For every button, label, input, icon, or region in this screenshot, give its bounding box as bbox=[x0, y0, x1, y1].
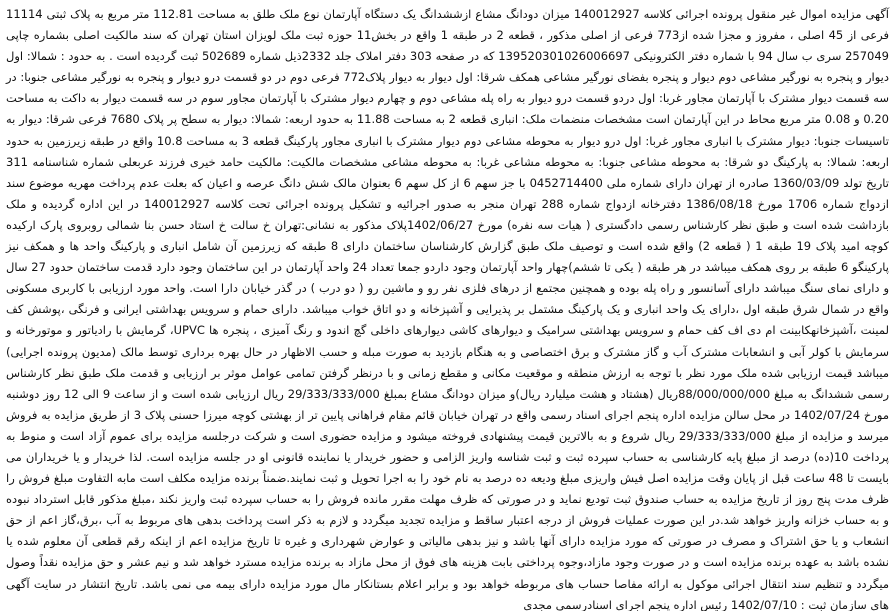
auction-notice-body: آگهی مزایده اموال غیر منقول پرونده اجرائی کلاسه 140012927 میزان دودانگ مشاع ازششدانگ یک دستگاه آپارتمان نوع ملک طلق به مساحت 112.81 متر مربع به پلاک ثبتی 11114 فرعی از 45 اصلی ، مفروز و مجزا شده از773 فرعی از اصلی مذکور ، قطعه 2 در طبقه 1 واقع در بخش11 حوزه ثبت ملک لویزان استان تهران که سند مالکیت اصلی بشماره چاپی 257049 سری ب سال 94 با شماره دفتر الکترونیکی 139520301026006697 که در صفحه 303 دفتر املاک جلد 2332ذیل شماره 502689 ثبت گردیده است . به حدود : شمالا: اول دیوار و پنجره به نورگیر مشاعی دوم دیوار و پنجره بفضای نورگیر مشاعی همکف شرقا: اول دیوار به دیوار پلاک772 فرعی دوم در دو قسمت درو دیوار و پنجره به نورگیر مشاعی جنوبا: در سه قسمت دیوار مشترک با آپارتمان مجاور غربا: اول دردو قسمت درو دیوار به راه پله مشاعی دوم و چهارم دیوار مشترک با آپارتمان مجاور سوم در سه قسمت دیوار به داکت به مساحت 0.20 و 0.08 متر مربع محاط در این آپارتمان است مشخصات منضمات ملک: انباری قطعه 2 به مساحت 11.88 به حدود اربعه: شمالا: دیوار به سطح پر پلاک 7680 فرعی شرقا: دیوار به تاسیسات جنوبا: دیوار مشترک با انباری مجاور غربا: اول درو دیوار به محوطه مشاعی دوم دیوار مشترک با انباری مجاور پارکینگ قطعه 3 به مساحت 10.8 واقع در طبقه زیرزمین به حدود اربعه: شمالا: به پارکینگ دو شرقا: به محوطه مشاعی جنوبا: به محوطه مشاعی غربا: به محوطه مشاعی مشخصات مالکیت: مالکیت حامد خیری فرزند عربعلی شماره شناسنامه 311 تاریخ تولد 1360/03/09 صادره از تهران دارای شماره ملی 0452714400 با جز سهم 6 از کل سهم 6 بعنوان مالک شش دانگ عرصه و اعیان که بعلت عدم پرداخت مهریه موضوع سند ازدواج شماره 1706 مورخ 1386/08/18 دفترخانه ازدواج شماره 288 تهران منجر به صدور اجرائیه و تشکیل پرونده اجرائی تحت کلاسه 140012927 در این اداره گردیده و ملک بازداشت شده است و طبق نظر کارشناس رسمی دادگستری ( هیات سه نفره) مورخ 1402/06/27پلاک مذکور به نشانی:تهران خ سالت خ استاد حسن بنا شمالی روبروی پارک ارکیده کوچه امید پلاک 19 طبقه 1 ( قطعه 2) واقع شده است و توصیف ملک طبق گزارش کارشناسان ساختمان دارای 8 طبقه که زیرزمین آن شامل انباری و پارکینگ واحد ها و همکف نیز پارکینگو 6 طبقه بر روی همکف میباشد در هر طبقه ( یکی تا ششم)چهار واحد آپارتمان وجود داردو جمعا تعداد 24 واحد آپارتمان در این ساختمان وجود دارد قدمت ساختمان حدود 27 سال و دارای نمای سنگ میباشد دارای آسانسور و راه پله بوده و همچنین مجتمع از درهای فلزی نفر رو و ماشین رو ( دو درب ) در گذر خیابان دارا است. واحد مورد ارزیابی با کاربری مسکونی واقع در شمال شرق طبقه اول ،دارای یک واحد انباری و یک پارکینگ مشتمل بر پذیرایی و آشپزخانه و دو اتاق خواب میباشد. دارای حمام و سرویس بهداشتی ایرانی و فرنگی ،پوشش کف لمینت ،آشپزخانهکابینت ام دی اف کف حمام و سرویس بهداشتی سرامیک و دیوارهای کاشی دیوارهای داخلی گچ اندود و رنگ آمیزی ، پنجره ها UPVC، گرمایش با رادیاتور و موتورخانه و سرمایش با کولر آبی و انشعابات مشترک آب و گاز مشترک و برق اختصاصی و به هنگام بازدید به صورت مبله و حسب الاظهار در حال بهره برداری توسط مالک (مدیون پرونده اجرایی) میباشد قیمت ارزیابی شده ملک مورد نظر با توجه به ارزش منطقه و موقعیت مکانی و مقطع زمانی و با درنظر گرفتن تمامی عوامل موثر بر ارزیابی و قدمت ملک طبق نظر کارشناس رسمی ششدانگ به مبلغ 88/000/000/000ریال (هشتاد و هشت میلیارد ریال)و میزان دودانگ مشاع بمبلغ 29/333/333/000 ریال ارزیابی شده است و از ساعت 9 الی 12 روز دوشنبه مورخ 1402/07/24 در محل سالن مزایده اداره پنجم اجرای اسناد رسمی واقع در تهران خیابان قائم مقام فراهانی پایین تر از بهشتی کوچه میرزا حسنی پلاک 3 از طریق مزایده به فروش میرسد و مزایده از مبلغ 29/333/333/000 ریال شروع و به بالاترین قیمت پیشنهادی فروخته میشود و مزایده حضوری است و شرکت درجلسه مزایده برای عموم آزاد است و منوط به پرداخت 10(ده) درصد از مبلغ پایه کارشناسی به حساب سپرده ثبت و ثبت شناسه واریز الزامی و حضور خریدار یا نماینده قانونی او در جلسه مزایده است. لذا خریدار و یا خریداران می بایست تا 48 ساعت قبل از پایان وقت مزایده اصل فیش واریزی مبلغ ودیعه ده درصد به نام خود را به اجرا تحویل و ثبت نمایند.ضمناً برنده مزایده مکلف است مابه التفاوت مبلغ فروش را ظرف مدت پنج روز از تاریخ مزایده به حساب صندوق ثبت تودیع نماید و در صورتی که ظرف مهلت مقرر مانده فروش را به حساب سپرده ثبت واریز نکند ،مبلغ مذکور قابل استرداد نبوده و به حساب خزانه واریز خواهد شد.در این صورت عملیات فروش از درجه اعتبار ساقط و مزایده تجدید میگردد و لازم به ذکر است پرداخت بدهی های مربوط به آب ،برق،گاز اعم از حق انشعاب و یا حق اشتراک و مصرف در صورتی که مورد مزایده دارای آنها باشد و نیز بدهی مالیاتی و عوارض شهرداری و غیره تا تاریخ مزایده اعم از اینکه رقم قطعی آن معلوم شده یا نشده باشد به عهده برنده مزایده است و در صورت وجود مازاد،وجوه پرداختی بابت هزینه های فوق از محل مازاد به برنده مزایده مسترد خواهد شد و نیم عشر و حق مزایده نقداً وصول میگردد و تنظیم سند انتقال اجرائی موکول به ارائه مفاصا حساب های مربوطه خواهد بود و برابر اعلام بستانکار مال مورد مزایده دارای بیمه می نمی باشد. تاریخ انتشار در سایت آگهی های سازمان ثبت : 1402/07/10 رئیس اداره پنجم اجرای اسنادرسمی مجدی bbox=[6, 7, 890, 611]
